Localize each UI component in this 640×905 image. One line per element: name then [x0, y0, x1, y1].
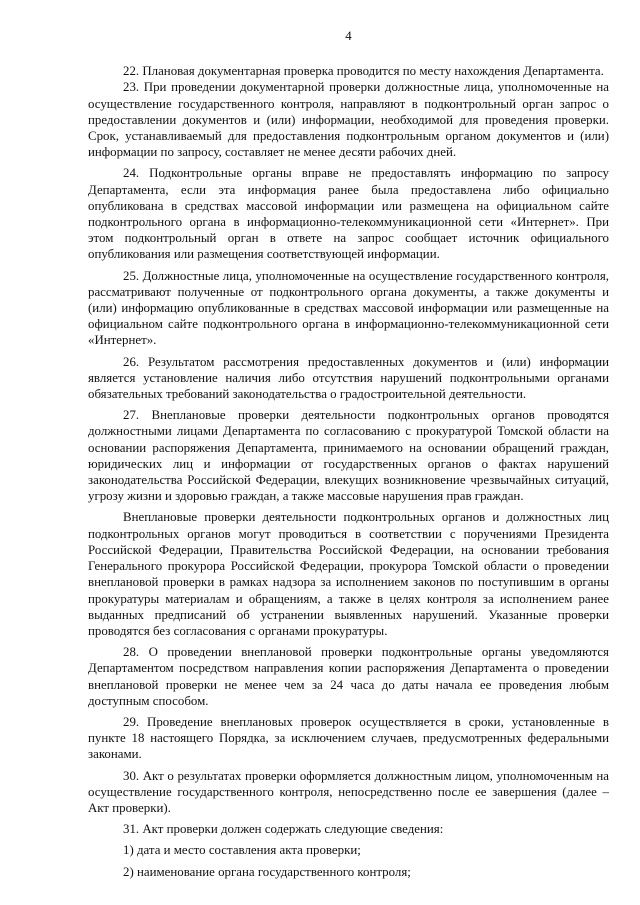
paragraph-26: 26. Результатом рассмотрения предоставленных документов и (или) информации является установление наличия либо отсутствия нарушений подконтрольными органами обязательных требований законодательства о градостроительной деятельности.: [88, 354, 609, 402]
paragraph-27: 27. Внеплановые проверки деятельности подконтрольных органов проводятся должностными лицами Департамента по согласованию с прокуратурой Томской области на основании распоряжения Департамента, принимаемого на основании обращений граждан, юридических лиц и информации от государственных органов о фактах нарушений законодательства Российской Федерации, влекущих возникновение чрезвычайных ситуаций, угрозу жизни и здоровью граждан, а также массовые нарушения прав граждан.: [88, 408, 609, 504]
list-item-1: 1) дата и место составления акта проверки;: [123, 843, 361, 858]
paragraph-22: 22. Плановая документарная проверка проводится по месту нахождения Департамента.: [123, 64, 604, 79]
paragraph-24: 24. Подконтрольные органы вправе не предоставлять информацию по запросу Департамента, если эта информация ранее была предоставлена либо официально опубликована в средствах массовой информации или размещена на официальном сайте подконтрольного органа в информационно-телекоммуникационной сети «Интернет». При этом подконтрольный орган в ответе на запрос сообщает источник официального опубликования или размещения соответствующей информации.: [88, 166, 609, 262]
paragraph-28: 28. О проведении внеплановой проверки подконтрольные органы уведомляются Департаментом посредством направления копии распоряжения Департамента о проведении внеплановой проверки не менее чем за 24 часа до даты начала ее проведения любым доступным способом.: [88, 645, 609, 708]
paragraph-23: 23. При проведении документарной проверки должностные лица, уполномоченные на осуществление государственного контроля, направляют в подконтрольный орган запрос о предоставлении документов и (или) информации, необходимой для проведения проверки. Срок, устанавливаемый для предоставления подконтрольным органом документов и (или) информации по запросу, составляет не менее десяти рабочих дней.: [88, 80, 609, 160]
page-number: 4: [345, 29, 352, 43]
paragraph-25: 25. Должностные лица, уполномоченные на осуществление государственного контроля, рассматривают полученные от подконтрольного органа документы, а также документы и (или) информацию опубликованные в средствах массовой информации или размещенные на официальном сайте подконтрольного органа в информационно-телекоммуникационной сети «Интернет».: [88, 268, 609, 348]
list-item-2: 2) наименование органа государственного контроля;: [123, 864, 411, 879]
paragraph-30: 30. Акт о результатах проверки оформляется должностным лицом, уполномоченным на осуществление государственного контроля, непосредственно после ее завершения (далее – Акт проверки).: [88, 768, 609, 815]
paragraph-31: 31. Акт проверки должен содержать следующие сведения:: [123, 822, 444, 837]
paragraph-27-continued: Внеплановые проверки деятельности подконтрольных органов и должностных лиц подконтрольных органов могут проводиться в соответствии с поручениями Президента Российской Федерации, Правительства Российской Федерации, на основании требования Генерального прокурора Российской Федерации, прокурора Томской области о проведении внеплановой проверки в рамках надзора за исполнением законов по поступившим в органы прокуратуры материалам и обращениям, а также в целях контроля за исполнением ранее выданных предписаний об устранении выявленных нарушений. Указанные проверки проводятся без согласования с органами прокуратуры.: [88, 510, 609, 638]
paragraph-29: 29. Проведение внеплановых проверок осуществляется в сроки, установленные в пункте 18 настоящего Порядка, за исключением случаев, предусмотренных федеральными законами.: [88, 714, 609, 762]
